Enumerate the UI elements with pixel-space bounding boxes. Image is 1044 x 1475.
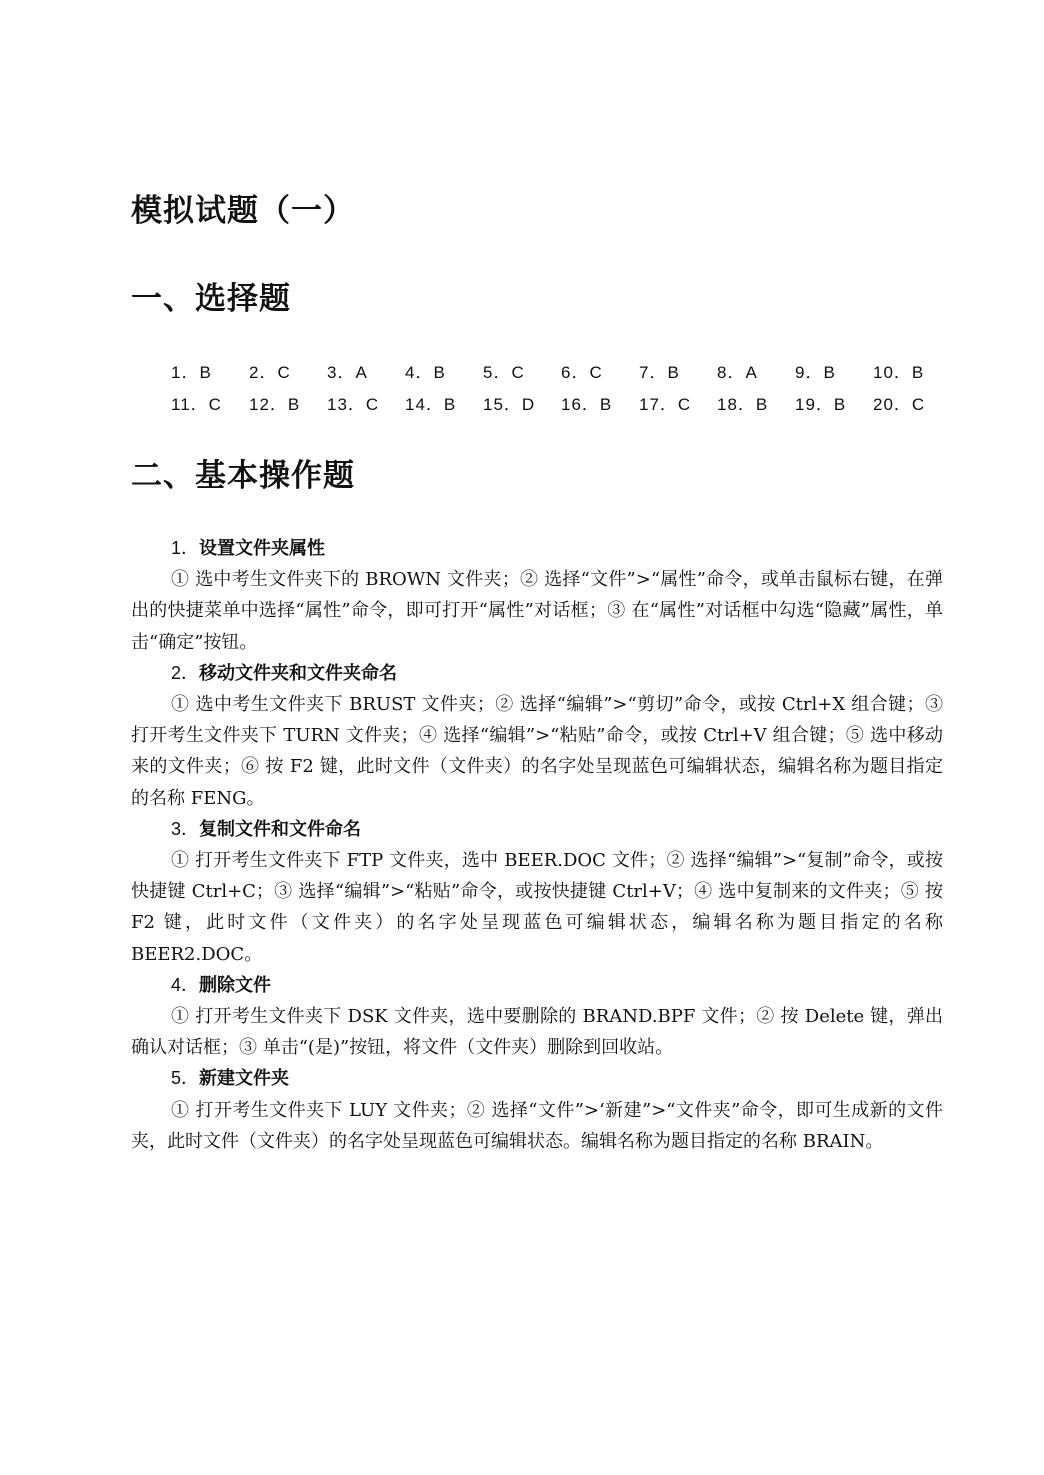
answer-item: 18．B [717, 395, 769, 414]
operation-title: 设置文件夹属性 [199, 538, 326, 559]
answer-item: 9．B [795, 363, 836, 382]
operation-heading [131, 814, 943, 845]
operation-number: 1． [171, 538, 200, 558]
answer-item: 5．C [483, 363, 525, 382]
operation-number: 4． [171, 974, 200, 995]
operation-steps: ① 选中考生文件夹下 BRUST 文件夹；② 选择“编辑”>“剪切”命令，或按 Ctrl+X 组合键；③ 打开考生文件夹下 TURN 文件夹；④ 选择“编辑”>“粘贴”命令，或按 Ctrl+V 组合键；⑤ 选中移动来的文件夹；⑥ 按 F2 键，此时文件（文件夹）的名字处呈现蓝色可编辑状态，编辑名称为题目指定的名称 FENG。 [131, 694, 943, 809]
answer-item: 17．C [639, 395, 692, 414]
operation-number: 2． [171, 662, 200, 683]
operation-steps: ① 打开考生文件夹下 FTP 文件夹，选中 BEER.DOC 文件；② 选择“编辑”>“复制”命令，或按快捷键 Ctrl+C；③ 选择“编辑”>“粘贴”命令，或按快捷键 Ctrl+V；④ 选中复制来的文件夹；⑤ 按 F2 键，此时文件（文件夹）的名字处呈现蓝色可编辑状态，编辑名称为题目指定的名称 BEER2.DOC。 [131, 850, 943, 965]
operation-heading [131, 970, 943, 1001]
operation-title: 复制文件和文件命名 [199, 818, 362, 840]
operation-steps: ① 打开考生文件夹下 DSK 文件夹，选中要删除的 BRAND.BPF 文件；② 按 Delete 键，弹出确认对话框；③ 单击“(是)”按钮，将文件（文件夹）删除到回收站。 [131, 1006, 943, 1059]
answer-item: 6．C [561, 363, 603, 382]
document-title: 模拟试题（一） [131, 193, 355, 229]
answer-item: 4．B [405, 363, 446, 382]
operations-list [131, 533, 943, 1157]
operation-heading [131, 533, 943, 564]
answer-item: 1．B [171, 363, 212, 382]
answer-key [171, 357, 951, 421]
answer-item: 16．B [561, 395, 613, 414]
answer-item: 8．A [717, 363, 758, 382]
answer-item: 13．C [327, 395, 380, 414]
answer-item: 10．B [873, 363, 925, 382]
answer-item: 14．B [405, 395, 457, 414]
operation-title: 移动文件夹和文件夹命名 [199, 662, 398, 684]
answer-item: 19．B [795, 395, 847, 414]
operation-steps: ① 打开考生文件夹下 LUY 文件夹；② 选择“文件”>‘新建”>“文件夹”命令，即可生成新的文件夹，此时文件（文件夹）的名字处呈现蓝色可编辑状态。编辑名称为题目指定的名称 BRAIN。 [131, 1099, 943, 1152]
operation-title: 新建文件夹 [199, 1068, 290, 1090]
answer-item: 7．B [639, 363, 680, 382]
answer-item: 12．B [249, 395, 301, 414]
answer-row [171, 357, 951, 389]
answer-row [171, 389, 951, 421]
answer-item: 2．C [249, 363, 291, 382]
operation-heading [131, 658, 943, 689]
answer-item: 3．A [327, 363, 368, 382]
document-page [131, 0, 943, 1475]
answer-item: 15．D [483, 395, 536, 414]
answer-item: 20．C [873, 395, 926, 414]
operation-title: 删除文件 [199, 974, 272, 996]
operation-heading [131, 1063, 943, 1094]
operation-steps: ① 选中考生文件夹下的 BROWN 文件夹；② 选择“文件”>“属性”命令，或单击鼠标右键，在弹出的快捷菜单中选择“属性”命令，即可打开“属性”对话框；③ 在“属性”对话框中勾选“隐藏”属性，单击“确定”按钮。 [131, 569, 943, 653]
section-title-operations: 二、基本操作题 [131, 458, 355, 494]
operation-number: 5． [171, 1068, 200, 1089]
section-title-choice: 一、选择题 [131, 281, 291, 317]
operation-number: 3． [171, 818, 200, 839]
answer-item: 11．C [171, 395, 222, 414]
